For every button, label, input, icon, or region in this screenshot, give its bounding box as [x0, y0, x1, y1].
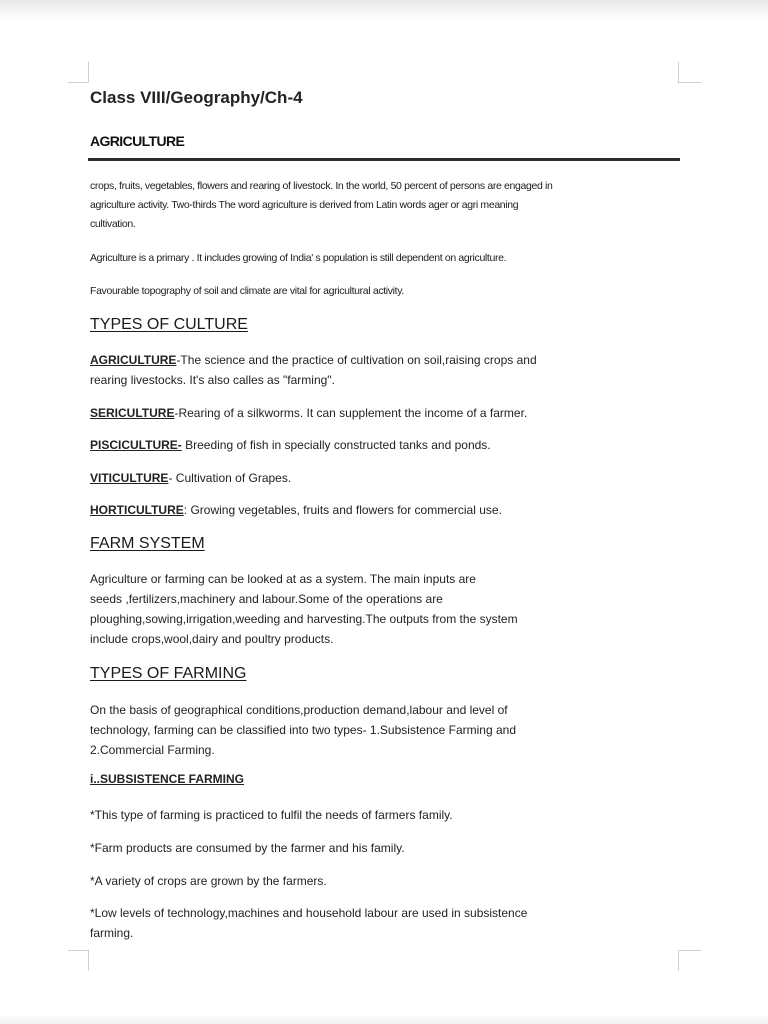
types-of-farming-line: technology, farming can be classified into two types- 1.Subsistence Farming and	[90, 723, 516, 737]
crop-mark-bottom-left	[68, 950, 89, 971]
subsistence-point-cont: farming.	[90, 926, 134, 940]
culture-definition: - Cultivation of Grapes.	[168, 471, 292, 485]
culture-term: AGRICULTURE	[90, 353, 177, 367]
subsistence-point: *Farm products are consumed by the farmer and his family.	[90, 841, 405, 855]
culture-item-agriculture-cont: rearing livestocks. It's also calles as "farming".	[90, 373, 335, 387]
section-heading-types-of-farming: TYPES OF FARMING	[90, 665, 247, 682]
crop-mark-top-right	[678, 62, 701, 83]
farm-system-line: Agriculture or farming can be looked at as a system. The main inputs are	[90, 572, 476, 586]
culture-item-horticulture	[90, 500, 502, 520]
page-bottom-edge	[0, 1014, 768, 1024]
culture-item-viticulture	[90, 468, 291, 488]
farm-system-line: ploughing,sowing,irrigation,weeding and harvesting.The outputs from the system	[90, 612, 518, 626]
crop-mark-top-left	[68, 62, 89, 83]
section-heading-types-of-culture: TYPES OF CULTURE	[90, 316, 248, 333]
subsistence-point: *A variety of crops are grown by the farmers.	[90, 874, 327, 888]
intro-line: crops, fruits, vegetables, flowers and rearing of livestock. In the world, 50 percent of persons are engaged in	[90, 180, 553, 192]
culture-definition: -The science and the practice of cultivation on soil,raising crops and	[176, 353, 537, 367]
culture-item-sericulture	[90, 403, 527, 423]
culture-term: HORTICULTURE	[90, 503, 184, 517]
culture-item-pisciculture	[90, 435, 491, 455]
culture-item-agriculture	[90, 350, 537, 370]
subsistence-point: *Low levels of technology,machines and household labour are used in subsistence	[90, 906, 528, 920]
top-shadow	[0, 0, 768, 22]
types-of-farming-line: 2.Commercial Farming.	[90, 743, 215, 757]
crop-mark-bottom-right	[678, 950, 701, 971]
culture-term: SERICULTURE	[90, 406, 175, 420]
chapter-heading: AGRICULTURE	[90, 133, 185, 149]
intro-line: cultivation.	[90, 218, 136, 230]
subsection-heading-subsistence-farming: i..SUBSISTENCE FARMING	[90, 772, 245, 786]
intro-line: Favourable topography of soil and climate are vital for agricultural activity.	[90, 285, 404, 297]
types-of-farming-line: On the basis of geographical conditions,production demand,labour and level of	[90, 703, 508, 717]
culture-definition: : Growing vegetables, fruits and flowers for commercial use.	[183, 503, 502, 517]
section-heading-farm-system: FARM SYSTEM	[90, 535, 205, 552]
culture-term: PISCICULTURE-	[90, 438, 182, 452]
culture-term: VITICULTURE	[90, 471, 169, 485]
subsistence-point: *This type of farming is practiced to fulfil the needs of farmers family.	[90, 808, 453, 822]
intro-line: Agriculture is a primary . It includes growing of India' s population is still dependent on agriculture.	[90, 252, 507, 264]
farm-system-line: seeds ,fertilizers,machinery and labour.Some of the operations are	[90, 592, 443, 606]
intro-line: agriculture activity. Two-thirds The word agriculture is derived from Latin words ager or agri meaning	[90, 199, 519, 211]
heading-divider	[88, 158, 680, 161]
document-title: Class VIII/Geography/Ch-4	[90, 88, 303, 107]
farm-system-line: include crops,wool,dairy and poultry products.	[90, 632, 334, 646]
culture-definition: -Rearing of a silkworms. It can supplement the income of a farmer.	[174, 406, 528, 420]
culture-definition: Breeding of fish in specially constructed tanks and ponds.	[181, 438, 491, 452]
